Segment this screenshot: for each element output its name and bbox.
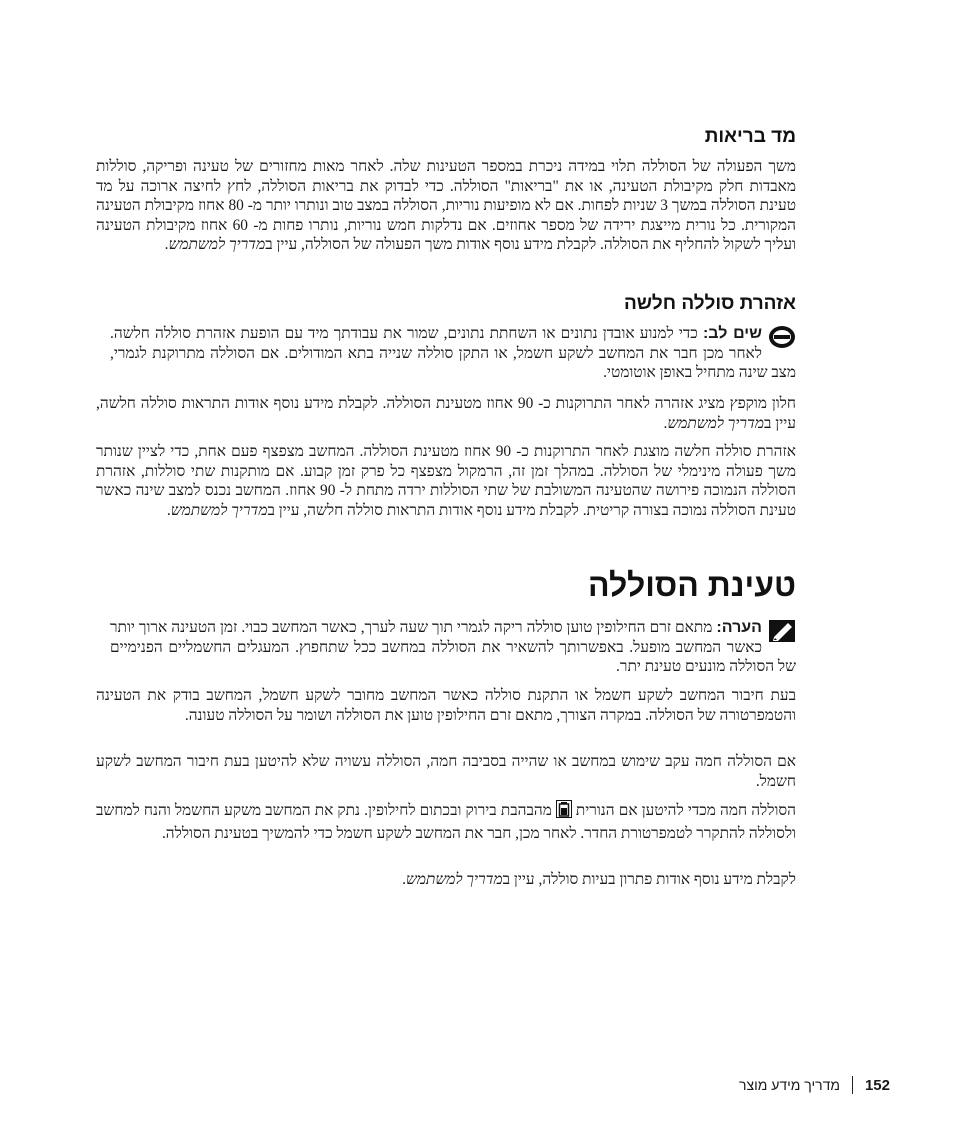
charge-check-paragraph: בעת חיבור המחשב לשקע חשמל או התקנת סוללה כאשר המחשב מחובר לשקע חשמל, המחשב בודק את הטעינה והטמפרטורה של הסוללה. במקרה הצורך, מתאם זרם החילופין טוען את הסוללה ושומר על הסוללה טעונה. — [96, 687, 796, 724]
battery-light-paragraph-wrap — [96, 800, 796, 843]
popup-warning-paragraph — [96, 394, 796, 433]
popup-warning-paragraph-wrap — [96, 394, 796, 433]
users-guide-ref: מדריך למשתמש — [405, 871, 503, 888]
users-guide-ref: מדריך למשתמש — [168, 236, 266, 254]
popup-warning-text: חלון מוקפץ מציג אזהרה לאחר התרוקנות כ- 90 אחוז מטעינת הסוללה. לקבלת מידע נוסף אודות התראות סוללה חלשה, עיין ב — [96, 395, 796, 432]
caution-label: שים לב: — [702, 325, 762, 342]
health-paragraph-text: משך הפעולה של הסוללה תלוי במידה ניכרת במספר הטעינות שלה. לאחר מאות מחזורים של טעינה ופריקה, סוללות מאבדות חלק מקיבולת הטעינה, או את "בריאות" הסוללה. כדי לבדוק את בריאות הסוללה, לחץ לחיצה ארוכה על מד טעינת הסוללה במשך 3 שניות לפחות. אם לא מופיעות נוריות, הסוללה במצב טוב ונותרו יותר מ- 80 אחוז מקיבולת הטעינה המקורית. כל נורית מייצגת ירידה של מספר אחוזים. אם נדלקות חמש נוריות, נותרו פחות מ- 60 אחוז מקיבולת הטעינה ועליך לשקול להחליף את הסוללה. לקבלת מידע נוסף אודות משך הפעולה של הסוללה, עיין ב — [96, 158, 797, 254]
period: . — [166, 501, 171, 519]
period: . — [164, 236, 169, 254]
charge-check-paragraph-wrap — [96, 686, 796, 725]
health-paragraph — [96, 157, 796, 255]
caution-block — [110, 324, 796, 383]
health-paragraph-wrap — [96, 157, 796, 255]
low-battery-paragraph-wrap — [96, 442, 796, 520]
battery-light-paragraph — [96, 800, 796, 843]
troubleshoot-text: לקבלת מידע נוסף אודות פתרון בעיות סוללה, עיין ב — [502, 871, 796, 888]
hot-battery-paragraph-wrap — [96, 752, 796, 791]
battery-status-light-icon — [556, 800, 572, 824]
period: . — [663, 414, 668, 432]
period: . — [402, 871, 406, 888]
troubleshoot-paragraph — [96, 870, 796, 890]
note-block — [110, 618, 796, 677]
battery-light-text-start: הסוללה חמה מכדי להיטען אם הנורית — [575, 802, 796, 819]
users-guide-ref: מדריך למשתמש — [667, 414, 765, 432]
health-heading: מד בריאות — [704, 126, 796, 147]
hot-battery-paragraph: אם הסוללה חמה עקב שימוש במחשב או שהייה בסביבה חמה, הסוללה עשויה שלא להיטען בעת חיבור המחשב לשקע חשמל. — [96, 753, 796, 790]
note-text: מתאם זרם החילופין טוען סוללה ריקה לגמרי תוך שעה לערך, כאשר המחשב כבוי. זמן הטעינה ארוך יותר כאשר המחשב מופעל. באפשרותך להשאיר את הסוללה במחשב ככל שתחפוץ. המעגלים החשמליים הפנימיים של הסוללה מונעים טעינת יתר. — [110, 619, 796, 676]
footer-divider — [852, 1076, 853, 1094]
charging-heading: טעינת הסוללה — [588, 567, 796, 603]
note-label: הערה: — [716, 619, 762, 636]
caution-paragraph — [110, 324, 796, 383]
battery-light-text-rest: מהבהבת בירוק ובכתום לחילופין. נתק את המחשב משקע החשמל והנח למחשב ולסוללה להתקרר לטמפרטורת החדר. לאחר מכן, חבר את המחשב לשקע חשמל כדי להמשיך בטעינת הסוללה. — [96, 802, 796, 842]
low-battery-text: אזהרת סוללה חלשה מוצגת לאחר התרוקנות כ- 90 אחוז מטעינת הסוללה. המחשב מצפצף פעם אחת, כדי לציין שנותר משך פעולה מינימלי של הסוללה. במהלך זמן זה, הרמקול מצפצף כל פרק זמן קבוע. אם מותקנות שתי סוללות, אזהרת הסוללה הנמוכה פירושה שהטעינה המשולבת של שתי הסוללות ירדה מתחת ל- 90 אחוז. המחשב נכנס למצב שינה כאשר טעינת הסוללה נמוכה בצורה קריטית. לקבלת מידע נוסף אודות התראות סוללה חלשה, עיין ב — [96, 443, 796, 519]
health-section — [96, 125, 796, 149]
caution-icon — [768, 325, 796, 349]
note-pencil-icon — [768, 619, 796, 643]
users-guide-ref: מדריך למשתמש — [170, 501, 268, 519]
low-battery-heading: אזהרת סוללה חלשה — [623, 293, 796, 314]
charging-section — [96, 565, 796, 605]
footer-title: מדריך מידע מוצר — [738, 1077, 840, 1093]
troubleshoot-paragraph-wrap — [96, 870, 796, 890]
note-paragraph — [110, 618, 796, 677]
page-number: 152 — [864, 1077, 890, 1094]
low-battery-paragraph — [96, 442, 796, 520]
page-footer — [700, 1076, 890, 1100]
low-battery-section — [96, 292, 796, 316]
caution-text: כדי למנוע אובדן נתונים או השחתת נתונים, שמור את עבודתך מיד עם הופעת אזהרת סוללה חלשה. לאחר מכן חבר את המחשב לשקע חשמל, או התקן סוללה שנייה בתא המודולים. אם הסוללה מתרוקנת לגמרי, מצב שינה מתחיל באופן אוטומטי. — [110, 325, 796, 382]
